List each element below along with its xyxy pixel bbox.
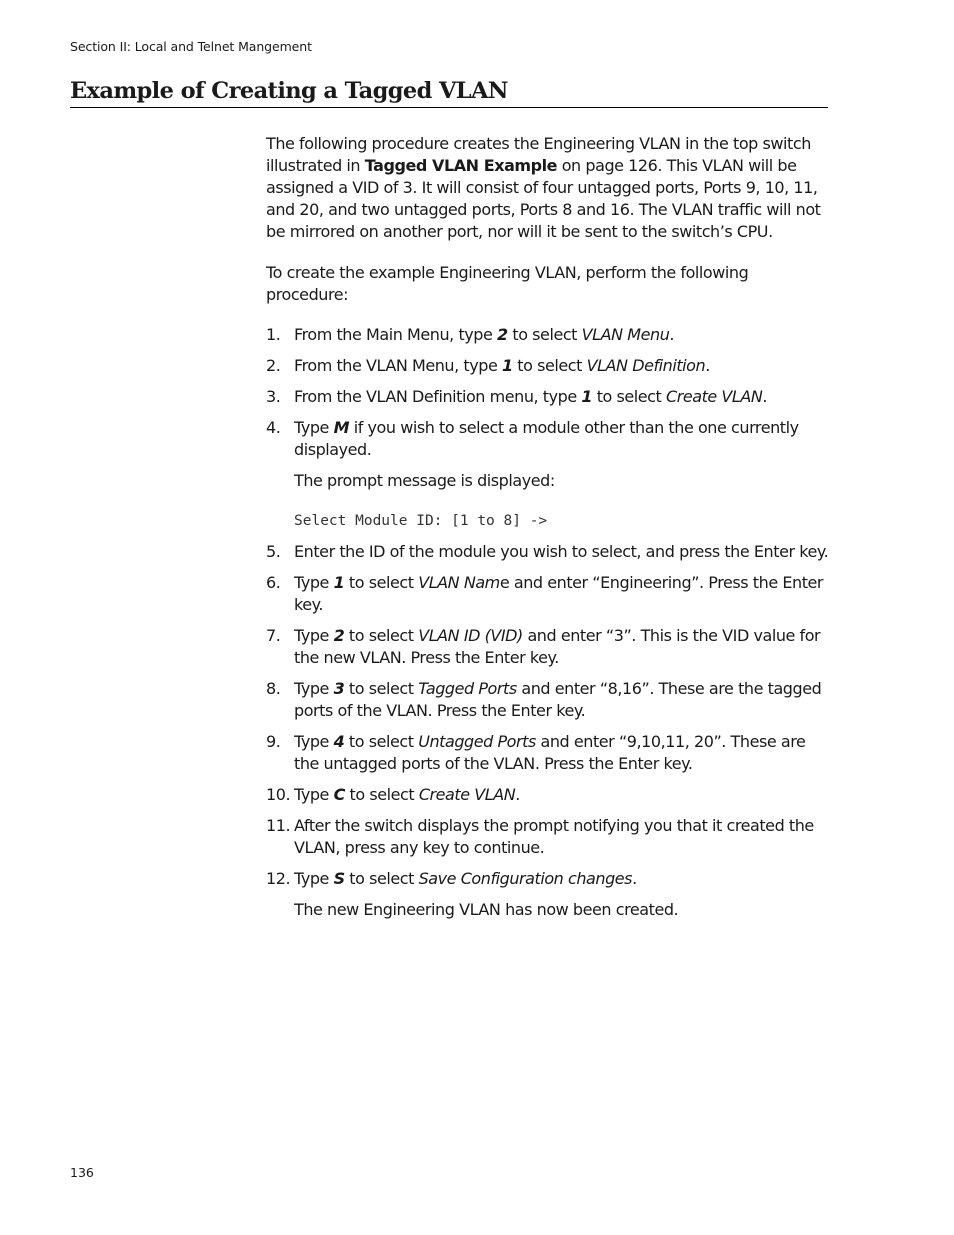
step-menu-item: VLAN Definition [586,356,706,375]
step-11 [266,815,830,859]
step-text: to select [344,573,419,592]
step-10 [266,784,830,806]
step-text: to select [344,679,419,698]
step-key: 1 [333,573,345,592]
step-menu-item: Create VLAN [418,785,516,804]
step-number: 1. [266,325,281,344]
step-number: 4. [266,418,281,437]
step-7 [266,625,830,669]
step-text: to select [512,356,587,375]
step-text: Type [294,679,334,698]
step-menu-item: Create VLAN [665,387,763,406]
step-number: 9. [266,732,281,751]
step-key: M [333,418,350,437]
step-key: 1 [581,387,593,406]
step-text: After the switch displays the prompt notifying you that it created the VLAN, press any key to continue. [294,816,814,857]
step-note: The prompt message is displayed: [294,471,555,490]
step-4 [266,417,830,532]
step-menu-item: VLAN ID (VID) [418,626,523,645]
step-number: 2. [266,356,281,375]
step-key: 1 [501,356,513,375]
step-key: S [333,869,345,888]
step-text: and enter “8,16”. These are the tagged ports of the VLAN. Press the Enter key. [294,679,822,720]
page-title: Example of Creating a Tagged VLAN [70,78,828,108]
step-text: Enter the ID of the module you wish to select, and press the Enter key. [294,542,829,561]
step-number: 6. [266,573,281,592]
step-5 [266,541,830,563]
step-12 [266,868,830,921]
procedure-steps [266,324,830,921]
step-text: From the VLAN Menu, type [294,356,502,375]
step-text: From the VLAN Definition menu, type [294,387,582,406]
step-text: . [705,356,710,375]
step-text: e and enter “Engineering”. Press the Enter key. [294,573,824,614]
step-text: to select [344,869,419,888]
step-text: to select [344,732,419,751]
step-text: Type [294,869,334,888]
step-menu-item: Tagged Ports [418,679,517,698]
step-2 [266,355,830,377]
step-text: and enter “9,10,11, 20”. These are the untagged ports of the VLAN. Press the Enter key. [294,732,806,773]
prompt-code: Select Module ID: [1 to 8] -> [294,513,548,529]
step-text: to select [507,325,582,344]
step-3 [266,386,830,408]
step-note: The new Engineering VLAN has now been created. [294,900,679,919]
step-text: Type [294,732,334,751]
step-menu-item: VLAN Nam [418,573,500,592]
step-9 [266,731,830,775]
step-text: Type [294,573,334,592]
step-menu-item: Save Configuration changes [418,869,633,888]
cross-reference: Tagged VLAN Example [364,156,558,175]
step-number: 10. [266,785,291,804]
step-number: 11. [266,816,291,835]
step-number: 12. [266,869,291,888]
step-1 [266,324,830,346]
step-number: 3. [266,387,281,406]
step-text: . [669,325,675,344]
step-text: to select [344,626,419,645]
intro-text-b: on page 126. This VLAN will be assigned a VID of 3. It will consist of four untagged ports, Ports 9, 10, 11, and 20, and two untagged ports, Ports 8 and 16. The VLAN traffic will not be mirrored on another port, nor will it be sent to the switch’s CPU. [266,156,821,241]
body-text [266,133,830,930]
procedure-intro: To create the example Engineering VLAN, perform the following procedure: [266,263,749,304]
step-text: . [762,387,768,406]
step-key: 3 [333,679,345,698]
step-8 [266,678,830,722]
step-text: Type [294,785,334,804]
step-6 [266,572,830,616]
step-number: 7. [266,626,281,645]
running-header: Section II: Local and Telnet Mangement [70,39,312,54]
step-number: 5. [266,542,281,561]
intro-paragraph [266,133,830,243]
step-text: Type [294,418,334,437]
step-key: C [333,785,345,804]
step-text: to select [344,785,419,804]
intro-text-a: The following procedure creates the Engineering VLAN in the top switch illustrated in [266,134,811,175]
step-key: 2 [333,626,345,645]
step-text: . [515,785,520,804]
step-text: if you wish to select a module other than the one currently displayed. [294,418,799,459]
step-key: 2 [497,325,508,344]
step-number: 8. [266,679,281,698]
step-text: Type [294,626,334,645]
step-text: to select [592,387,666,406]
step-key: 4 [333,732,345,751]
step-menu-item: VLAN Menu [581,325,670,344]
step-text: From the Main Menu, type [294,325,498,344]
page-number: 136 [70,1165,94,1180]
step-text: . [632,869,637,888]
step-text: and enter “3”. This is the VID value for the new VLAN. Press the Enter key. [294,626,821,667]
step-menu-item: Untagged Ports [418,732,536,751]
